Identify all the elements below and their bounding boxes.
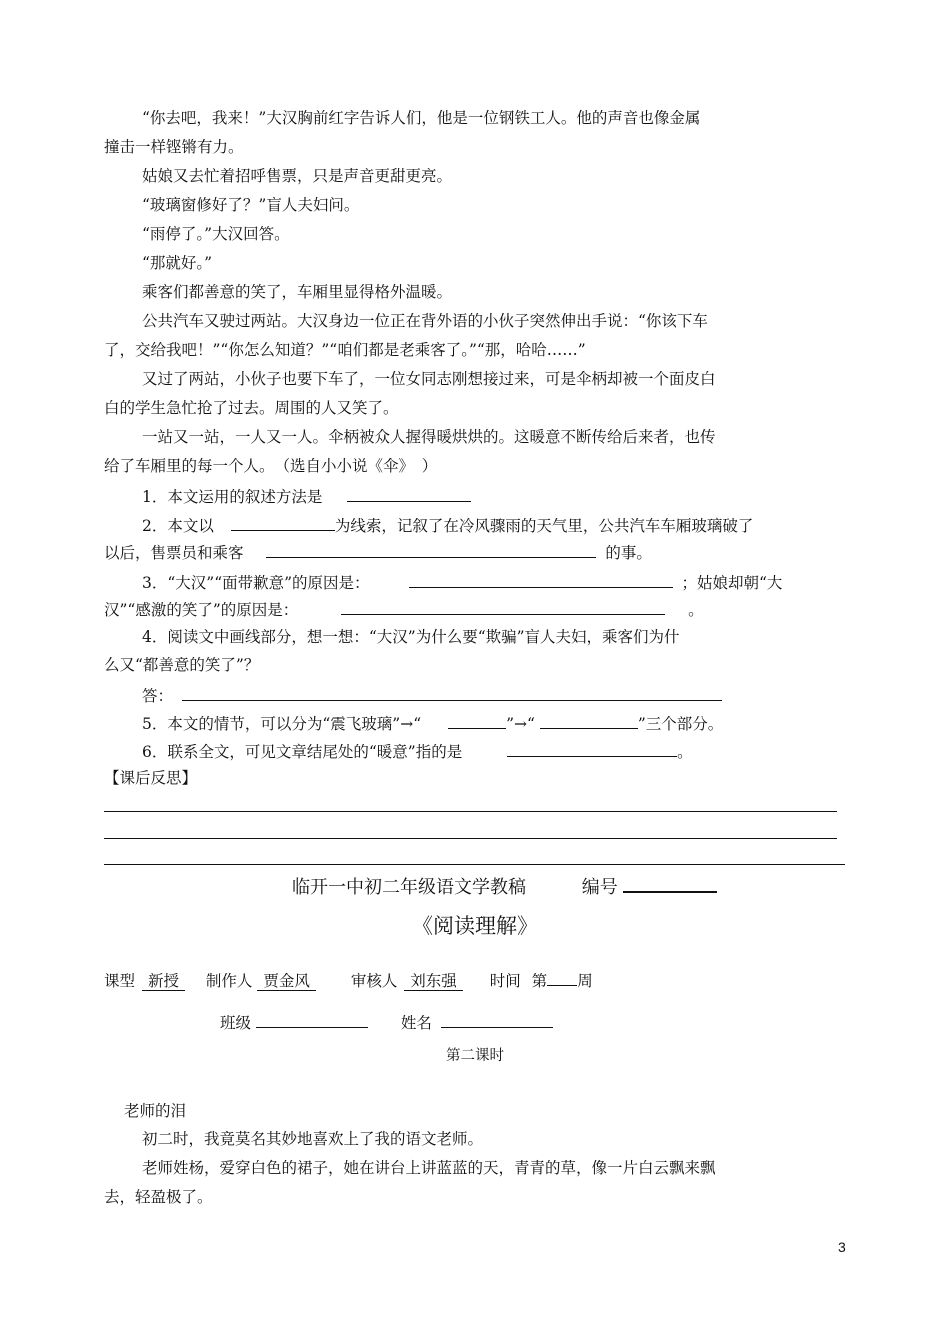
question-2-cont: [104, 541, 652, 563]
passage-line: “雨停了。”大汉回答。: [142, 225, 290, 243]
passage-line: 白的学生急忙抢了过去。周围的人又笑了。: [104, 399, 399, 417]
answer-blank[interactable]: [231, 514, 335, 531]
class-blank[interactable]: [256, 1011, 368, 1028]
answer-blank[interactable]: [409, 571, 673, 588]
answer-blank[interactable]: [266, 541, 596, 558]
passage-line: 给了车厢里的每一个人。 （选自小小说《伞》 ）: [104, 457, 438, 475]
page-number: 3: [838, 1239, 846, 1255]
reflection-line[interactable]: [104, 838, 837, 839]
question-3-text: ；姑娘却朝“大: [681, 574, 783, 592]
week-prefix: 第: [531, 972, 548, 990]
question-4-cont: 么又“都善意的笑了”？: [104, 656, 260, 674]
passage-line: 一站又一站，一人又一人。伞柄被众人握得暖烘烘的。这暖意不断传给后来者，也传: [142, 428, 716, 446]
answer-blank[interactable]: [507, 740, 677, 757]
new-passage-line: 老师姓杨，爱穿白色的裙子，她在讲台上讲蓝蓝的天，青青的草，像一片白云飘来飘: [142, 1159, 716, 1177]
question-2: [142, 514, 753, 536]
reviewer-label: 审核人: [350, 972, 398, 990]
question-4: 4．阅读文中画线部分，想一想：“大汉”为什么要“欺骗”盲人夫妇，乘客们为什: [142, 628, 680, 646]
school-header: [292, 872, 717, 900]
question-2-text: 以后，售票员和乘客: [104, 544, 244, 562]
passage-line: 又过了两站，小伙子也要下车了，一位女同志刚想接过来，可是伞柄却被一个面皮白: [142, 370, 716, 388]
lesson-period: 第二课时: [446, 1048, 504, 1064]
passage-line: 公共汽车又驶过两站。大汉身边一位正在背外语的小伙子突然伸出手说：“你该下车: [142, 312, 708, 330]
reflection-title: 【课后反思】: [104, 769, 198, 787]
question-6-text: 。: [677, 743, 693, 761]
question-2-text: 2．本文以: [142, 517, 214, 535]
question-5: [142, 712, 723, 734]
question-6: [142, 740, 693, 762]
question-1-text: 1．本文运用的叙述方法是: [142, 488, 323, 506]
student-info: [220, 1011, 553, 1033]
author-value: 贾金风: [257, 972, 316, 991]
school-title: 临开一中初二年级语文学教稿: [292, 877, 526, 898]
new-passage-line: 去，轻盈极了。: [104, 1188, 213, 1206]
question-5-text: ”→“: [506, 715, 535, 733]
time-label: 时间: [489, 972, 521, 990]
name-blank[interactable]: [441, 1011, 553, 1028]
answer-blank[interactable]: [182, 684, 722, 701]
passage-line: 了，交给我吧！”“你怎么知道？”“咱们都是老乘客了。”“那，哈哈……”: [104, 341, 586, 359]
question-1: [142, 485, 471, 507]
question-2-text: 为线索，记叙了在冷风骤雨的天气里，公共汽车车厢玻璃破了: [334, 517, 754, 535]
number-label: 编号: [581, 877, 618, 898]
question-5-text: 5．本文的情节，可以分为“震飞玻璃”→“: [142, 715, 422, 733]
question-4-answer: [142, 684, 722, 706]
question-2-text: 的事。: [605, 544, 652, 562]
new-passage-line: 初二时，我竟莫名其妙地喜欢上了我的语文老师。: [142, 1130, 484, 1148]
passage-line: 乘客们都善意的笑了，车厢里显得格外温暖。: [142, 283, 453, 301]
reviewer-value: 刘东强: [404, 972, 463, 991]
question-3-cont: [104, 598, 704, 620]
question-3: [142, 571, 782, 593]
type-value: 新授: [142, 972, 185, 991]
answer-blank[interactable]: [341, 598, 665, 615]
reflection-line[interactable]: [104, 811, 837, 812]
passage-line: 姑娘又去忙着招呼售票，只是声音更甜更亮。: [142, 167, 453, 185]
answer-blank[interactable]: [448, 712, 506, 729]
class-label: 班级: [220, 1014, 252, 1032]
passage-line: “那就好。”: [142, 254, 213, 272]
answer-blank[interactable]: [540, 712, 638, 729]
question-3-text: 。: [688, 601, 704, 619]
passage-line: “玻璃窗修好了？”盲人夫妇问。: [142, 196, 360, 214]
passage-line: “你去吧，我来！”大汉胸前红字告诉人们，他是一位钢铁工人。他的声音也像金属: [142, 109, 701, 127]
week-suffix: 周: [577, 972, 593, 990]
type-label: 课型: [104, 972, 136, 990]
number-blank[interactable]: [623, 872, 717, 893]
week-blank[interactable]: [547, 969, 577, 986]
author-label: 制作人: [205, 972, 253, 990]
new-passage-title: 老师的泪: [124, 1102, 187, 1120]
name-label: 姓名: [400, 1014, 432, 1032]
question-6-text: 6．联系全文，可见文章结尾处的“暖意”指的是: [142, 743, 463, 761]
passage-line: 撞击一样铿锵有力。: [104, 138, 244, 156]
answer-blank[interactable]: [347, 485, 471, 502]
lesson-title: 《阅读理解》: [412, 914, 538, 938]
lesson-meta: [104, 969, 593, 991]
question-5-text: ”三个部分。: [637, 715, 724, 733]
question-3-text: 汉”“感激的笑了”的原因是：: [104, 601, 299, 619]
question-3-text: 3．“大汉”“面带歉意”的原因是：: [142, 574, 370, 592]
reflection-line[interactable]: [104, 864, 845, 865]
answer-label: 答：: [142, 687, 174, 705]
